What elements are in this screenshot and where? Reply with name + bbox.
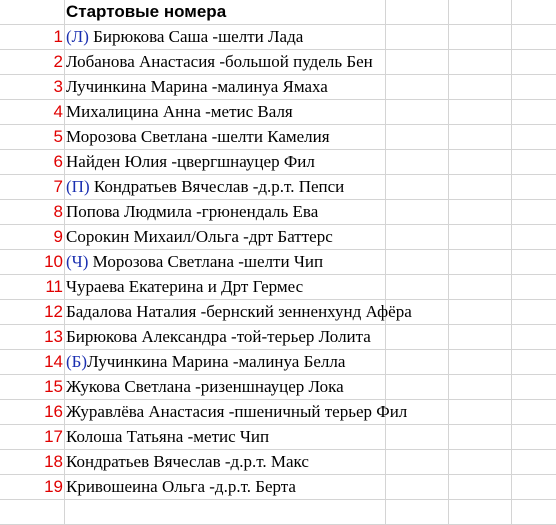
start-number-cell[interactable]: 12 bbox=[44, 302, 63, 321]
start-number-cell[interactable]: 15 bbox=[44, 377, 63, 396]
participant-cell[interactable] bbox=[66, 74, 328, 99]
participant-text: Лучинкина Марина -малинуа Ямаха bbox=[66, 77, 328, 96]
participant-text: Лобанова Анастасия -большой пудель Бен bbox=[66, 52, 373, 71]
start-number-cell[interactable]: 18 bbox=[44, 452, 63, 471]
participant-text: Журавлёва Анастасия -пшеничный терьер Фил bbox=[66, 402, 408, 421]
start-number-cell[interactable]: 5 bbox=[53, 127, 63, 146]
start-number-cell[interactable]: 9 bbox=[53, 227, 63, 246]
column-divider bbox=[448, 0, 449, 525]
participant-text: Морозова Светлана -шелти Камелия bbox=[66, 127, 330, 146]
participant-cell[interactable] bbox=[66, 174, 344, 199]
participant-cell[interactable] bbox=[66, 274, 303, 299]
category-prefix: (П) bbox=[66, 177, 94, 196]
participant-cell[interactable] bbox=[66, 124, 330, 149]
start-number-cell[interactable]: 6 bbox=[53, 152, 63, 171]
participant-cell[interactable] bbox=[66, 149, 315, 174]
participant-cell[interactable] bbox=[66, 324, 371, 349]
participant-cell[interactable] bbox=[66, 449, 309, 474]
participant-cell[interactable] bbox=[66, 99, 293, 124]
column-divider bbox=[385, 0, 386, 525]
participant-text: Кондратьев Вячеслав -д.р.т. Макс bbox=[66, 452, 309, 471]
participant-text: Жукова Светлана -ризеншнауцер Лока bbox=[66, 377, 344, 396]
start-number-cell[interactable]: 13 bbox=[44, 327, 63, 346]
column-divider bbox=[511, 0, 512, 525]
participant-text: Чураева Екатерина и Дрт Гермес bbox=[66, 277, 304, 296]
start-number-cell[interactable]: 3 bbox=[53, 77, 63, 96]
participant-cell[interactable] bbox=[66, 399, 407, 424]
participant-cell[interactable] bbox=[66, 249, 323, 274]
category-prefix: (Ч) bbox=[66, 252, 93, 271]
participant-cell[interactable] bbox=[66, 224, 333, 249]
participant-text: Михалицина Анна -метис Валя bbox=[66, 102, 293, 121]
participant-text: Бирюкова Саша -шелти Лада bbox=[93, 27, 304, 46]
start-number-cell[interactable]: 16 bbox=[44, 402, 63, 421]
start-number-cell[interactable]: 2 bbox=[53, 52, 63, 71]
participant-cell[interactable] bbox=[66, 24, 303, 49]
participant-text: Бадалова Наталия -бернский зенненхунд Афёра bbox=[66, 302, 412, 321]
start-number-cell[interactable]: 17 bbox=[44, 427, 63, 446]
start-number-cell[interactable]: 19 bbox=[44, 477, 63, 496]
participant-text: Кондратьев Вячеслав -д.р.т. Пепси bbox=[93, 177, 345, 196]
participant-text: Попова Людмила -грюнендаль Ева bbox=[66, 202, 319, 221]
start-number-cell[interactable]: 10 bbox=[44, 252, 63, 271]
start-number-cell[interactable]: 11 bbox=[45, 277, 63, 296]
participant-cell[interactable] bbox=[66, 199, 318, 224]
participant-cell[interactable] bbox=[66, 49, 373, 74]
participant-cell[interactable] bbox=[66, 474, 296, 499]
start-number-cell[interactable]: 14 bbox=[44, 352, 63, 371]
start-number-cell[interactable]: 1 bbox=[53, 27, 63, 46]
category-prefix: (Б) bbox=[66, 352, 88, 371]
participant-cell[interactable] bbox=[66, 374, 344, 399]
participant-cell[interactable] bbox=[66, 299, 412, 324]
category-prefix: (Л) bbox=[66, 27, 94, 46]
start-number-cell[interactable]: 7 bbox=[53, 177, 63, 196]
participant-cell[interactable] bbox=[66, 424, 269, 449]
participant-text: Колоша Татьяна -метис Чип bbox=[66, 427, 270, 446]
row-divider bbox=[0, 499, 556, 500]
participant-text: Сорокин Михаил/Ольга -дрт Баттерс bbox=[66, 227, 333, 246]
column-divider bbox=[64, 0, 65, 525]
participant-text: Бирюкова Александра -той-терьер Лолита bbox=[66, 327, 371, 346]
participant-text: Лучинкина Марина -малинуа Белла bbox=[87, 352, 346, 371]
start-number-cell[interactable]: 4 bbox=[53, 102, 63, 121]
sheet-title[interactable]: Стартовые номера bbox=[66, 2, 227, 21]
start-number-cell[interactable]: 8 bbox=[53, 202, 63, 221]
participant-text: Найден Юлия -цвергшнауцер Фил bbox=[66, 152, 315, 171]
participant-text: Кривошеина Ольга -д.р.т. Берта bbox=[66, 477, 296, 496]
participant-text: Морозова Светлана -шелти Чип bbox=[92, 252, 324, 271]
participant-cell[interactable] bbox=[66, 349, 345, 374]
